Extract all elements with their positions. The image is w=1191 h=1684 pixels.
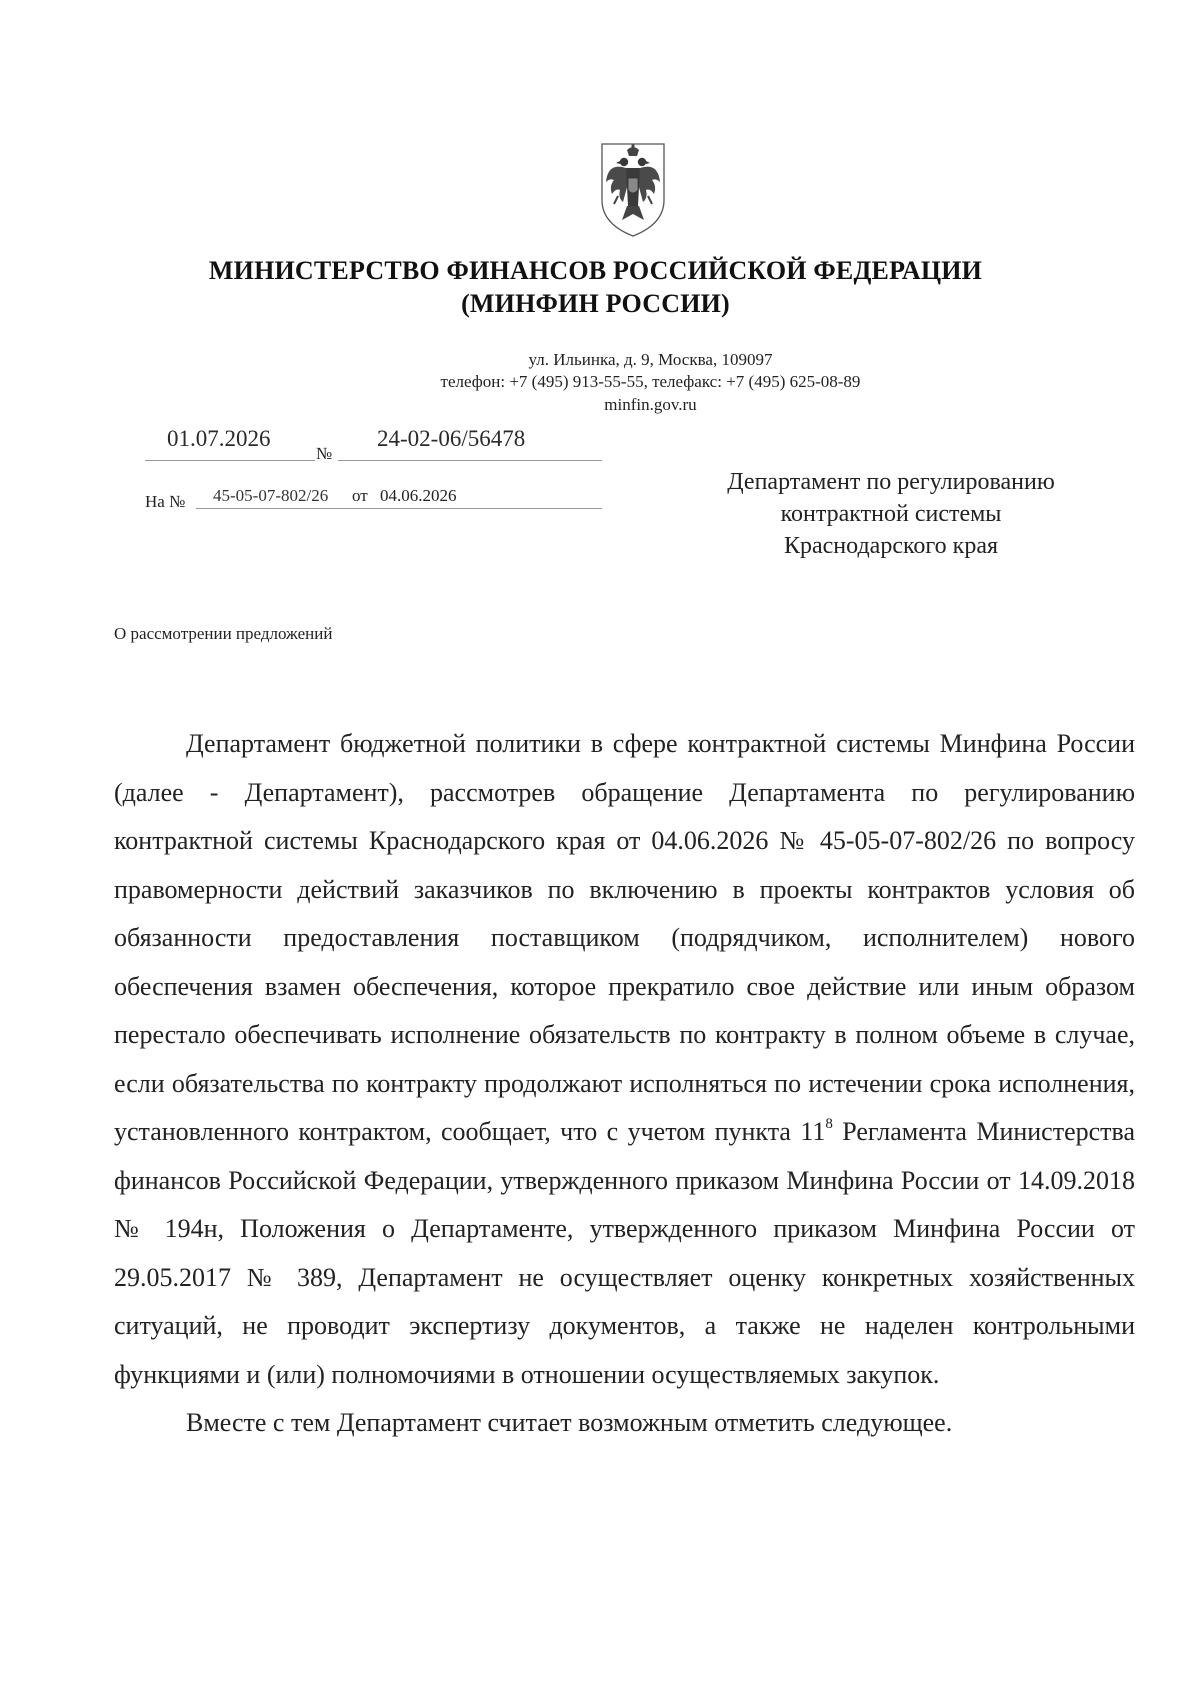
- reply-underline: [196, 508, 602, 509]
- addressee-line-1: Департамент по регулированию: [727, 469, 1055, 495]
- ministry-phone: телефон: +7 (495) 913-55-55, телефакс: +7 (495) 625-08-89: [440, 372, 861, 391]
- body-paragraph-2: Вместе с тем Департамент считает возможным отметить следующее.: [186, 1408, 953, 1437]
- body-paragraph-1: [114, 720, 1135, 1399]
- letter-subject: О рассмотрении предложений: [114, 624, 333, 643]
- reply-date: 04.06.2026: [380, 486, 457, 505]
- ministry-short-title: (МИНФИН РОССИИ): [461, 289, 730, 318]
- addressee-block: [676, 466, 1106, 562]
- reply-number: 45-05-07-802/26: [213, 486, 329, 505]
- outgoing-number: 24-02-06/56478: [377, 426, 526, 451]
- body-paragraph-1-part-2: Регламента Министерства финансов Российской Федерации, утвержденного приказом Минфина России от 14.09.2018 № 194н, Положения о Департаменте, утвержденного приказом Минфина России от 29.05.2017 № 389, Департамент не осуществляет оценку конкретных хозяйственных ситуаций, не проводит экспертизу документов, а также не наделен контрольными функциями и (или) полномочиями в отношении осуществляемых закупок.: [114, 1117, 1135, 1389]
- coat-of-arms-icon: [596, 140, 670, 240]
- reply-ot: от: [352, 486, 368, 505]
- letter-body: [114, 720, 1135, 1448]
- ministry-title: МИНИСТЕРСТВО ФИНАНСОВ РОССИЙСКОЙ ФЕДЕРАЦИИ: [208, 256, 983, 285]
- ministry-website: minfin.gov.ru: [604, 395, 697, 414]
- outgoing-date: 01.07.2026: [167, 426, 271, 451]
- date-underline: [145, 460, 315, 461]
- addressee-line-3: Краснодарского края: [783, 533, 999, 559]
- ministry-address: ул. Ильинка, д. 9, Москва, 109097: [528, 350, 773, 369]
- addressee-line-2: контрактной системы: [780, 501, 1002, 527]
- body-paragraph-1-part-1: Департамент бюджетной политики в сфере контрактной системы Минфина России (далее - Департамент), рассмотрев обращение Департамента по регулированию контрактной системы Краснодарского края от 04.06.2026 № 45-05-07-802/26 по вопросу правомерности действий заказчиков по включению в проекты контрактов условия об обязанности предоставления поставщиком (подрядчиком, исполнителем) нового обеспечения взамен обеспечения, которое прекратило свое действие или иным образом перестало обеспечивать исполнение обязательств по контракту в полном объеме в случае, если обязательства по контракту продолжают исполняться по истечении срока исполнения, установленного контрактом, сообщает, что с учетом пункта 11: [114, 729, 1135, 1146]
- number-underline: [338, 460, 602, 461]
- footnote-superscript: 8: [825, 1116, 833, 1132]
- reply-label: На №: [145, 492, 186, 511]
- number-sign: №: [316, 444, 333, 463]
